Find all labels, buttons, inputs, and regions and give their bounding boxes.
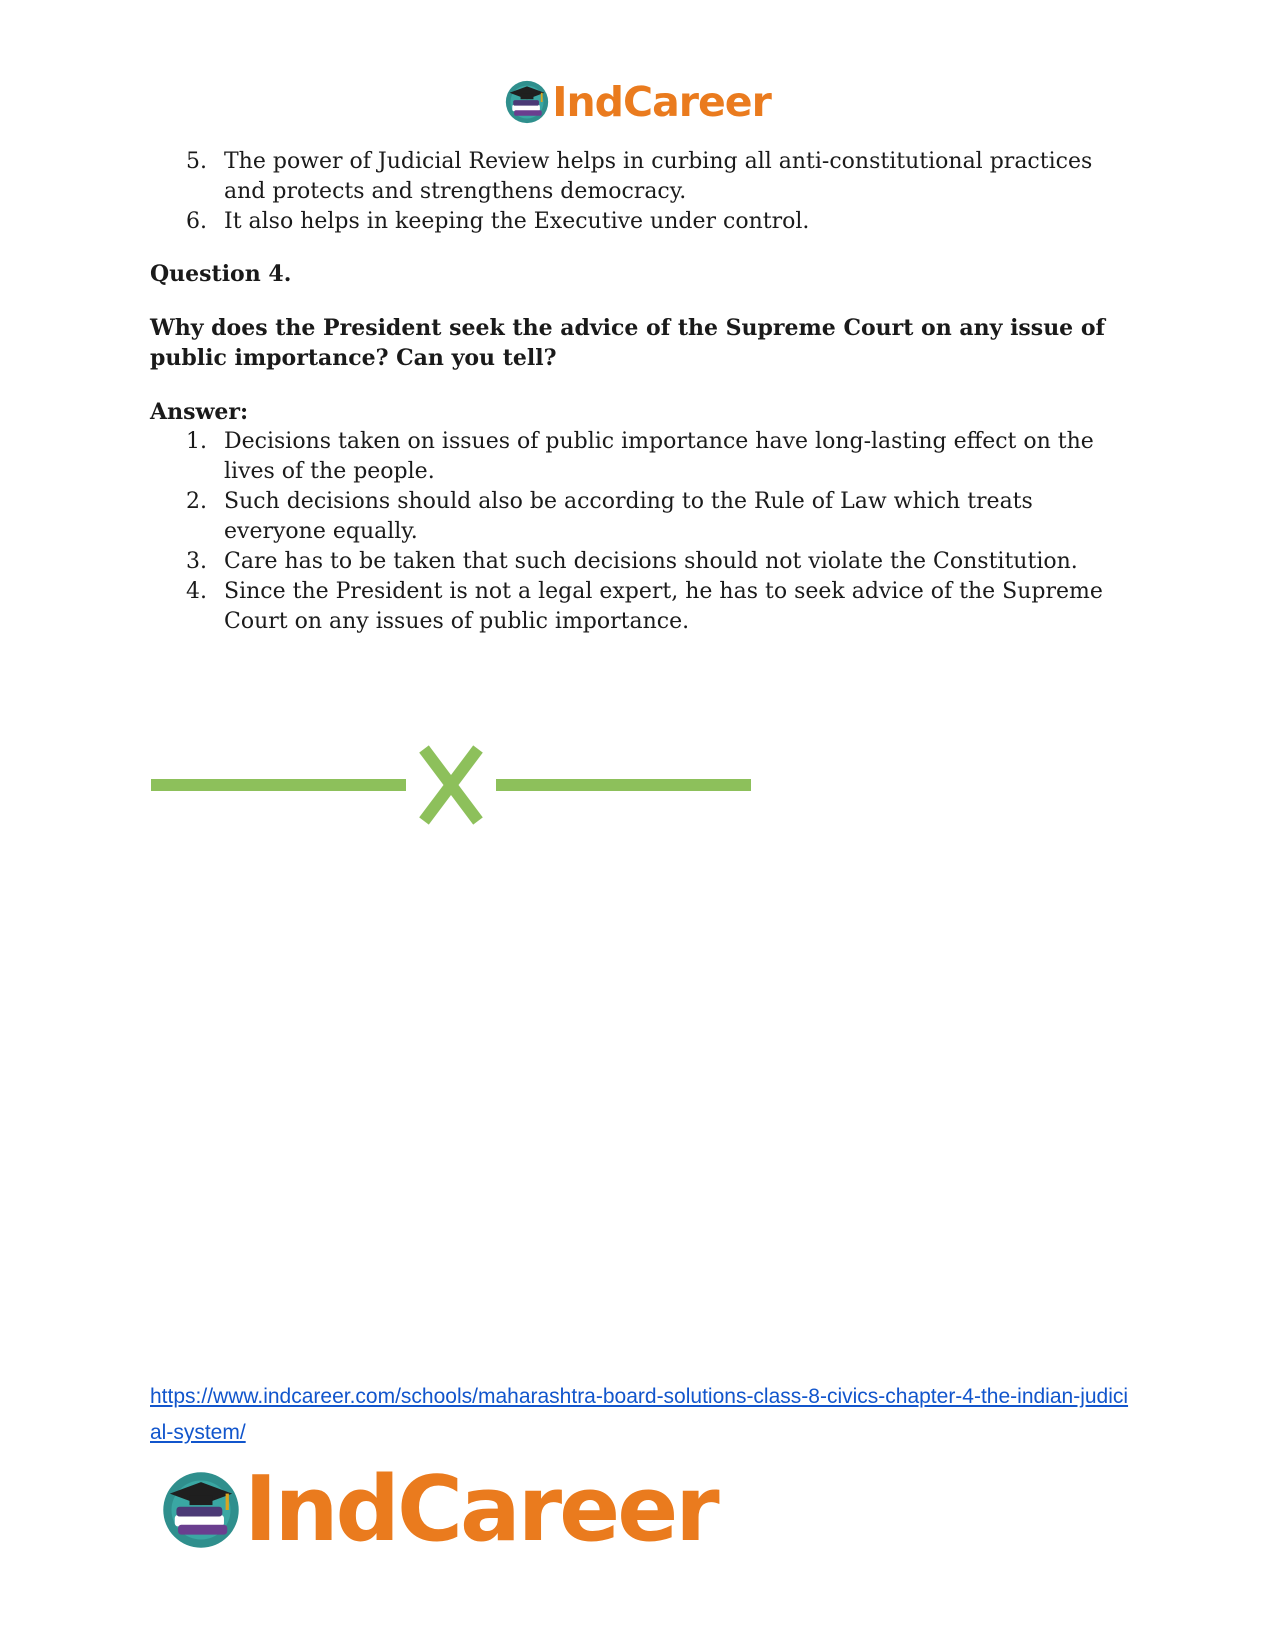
graduation-cap-books-icon [160, 1469, 242, 1551]
source-link[interactable]: https://www.indcareer.com/schools/maharashtra-board-solutions-class-8-civics-chapter-4-the-indian-judicial-system/ [150, 1385, 1129, 1444]
answer-list [150, 427, 1135, 637]
main-content [150, 147, 1135, 637]
list-item [150, 487, 1135, 547]
list-number: 3. [186, 549, 207, 574]
graduation-cap-books-icon [504, 79, 550, 125]
list-number: 6. [186, 209, 207, 234]
question-label: Question 4. [150, 261, 292, 287]
list-number: 4. [186, 579, 207, 604]
logo-text: IndCareer [552, 78, 771, 126]
x-divider-icon [151, 745, 756, 825]
list-item [150, 427, 1135, 487]
logo-text: IndCareer [244, 1457, 717, 1562]
list-item [150, 207, 1135, 237]
header-logo [0, 78, 1275, 129]
footer-logo [160, 1457, 717, 1562]
list-item [150, 547, 1135, 577]
list-number: 5. [186, 149, 207, 174]
list-item [150, 147, 1135, 207]
question-text: Why does the President seek the advice of the Supreme Court on any issue of public importance? Can you tell? [150, 315, 1105, 371]
list-text: Such decisions should also be according to the Rule of Law which treats everyone equally. [224, 489, 1033, 544]
list-text: Decisions taken on issues of public importance have long-lasting effect on the lives of the people. [224, 429, 1094, 484]
list-number: 2. [186, 489, 207, 514]
list-text: Since the President is not a legal expert, he has to seek advice of the Supreme Court on any issues of public importance. [224, 579, 1103, 634]
list-text: Care has to be taken that such decisions should not violate the Constitution. [224, 549, 1078, 574]
answer-label: Answer: [150, 399, 249, 425]
list-number: 1. [186, 429, 207, 454]
list-text: The power of Judicial Review helps in curbing all anti-constitutional practices and protects and strengthens democracy. [224, 149, 1093, 204]
list-text: It also helps in keeping the Executive under control. [224, 209, 810, 234]
previous-answer-list [150, 147, 1135, 237]
list-item [150, 577, 1135, 637]
